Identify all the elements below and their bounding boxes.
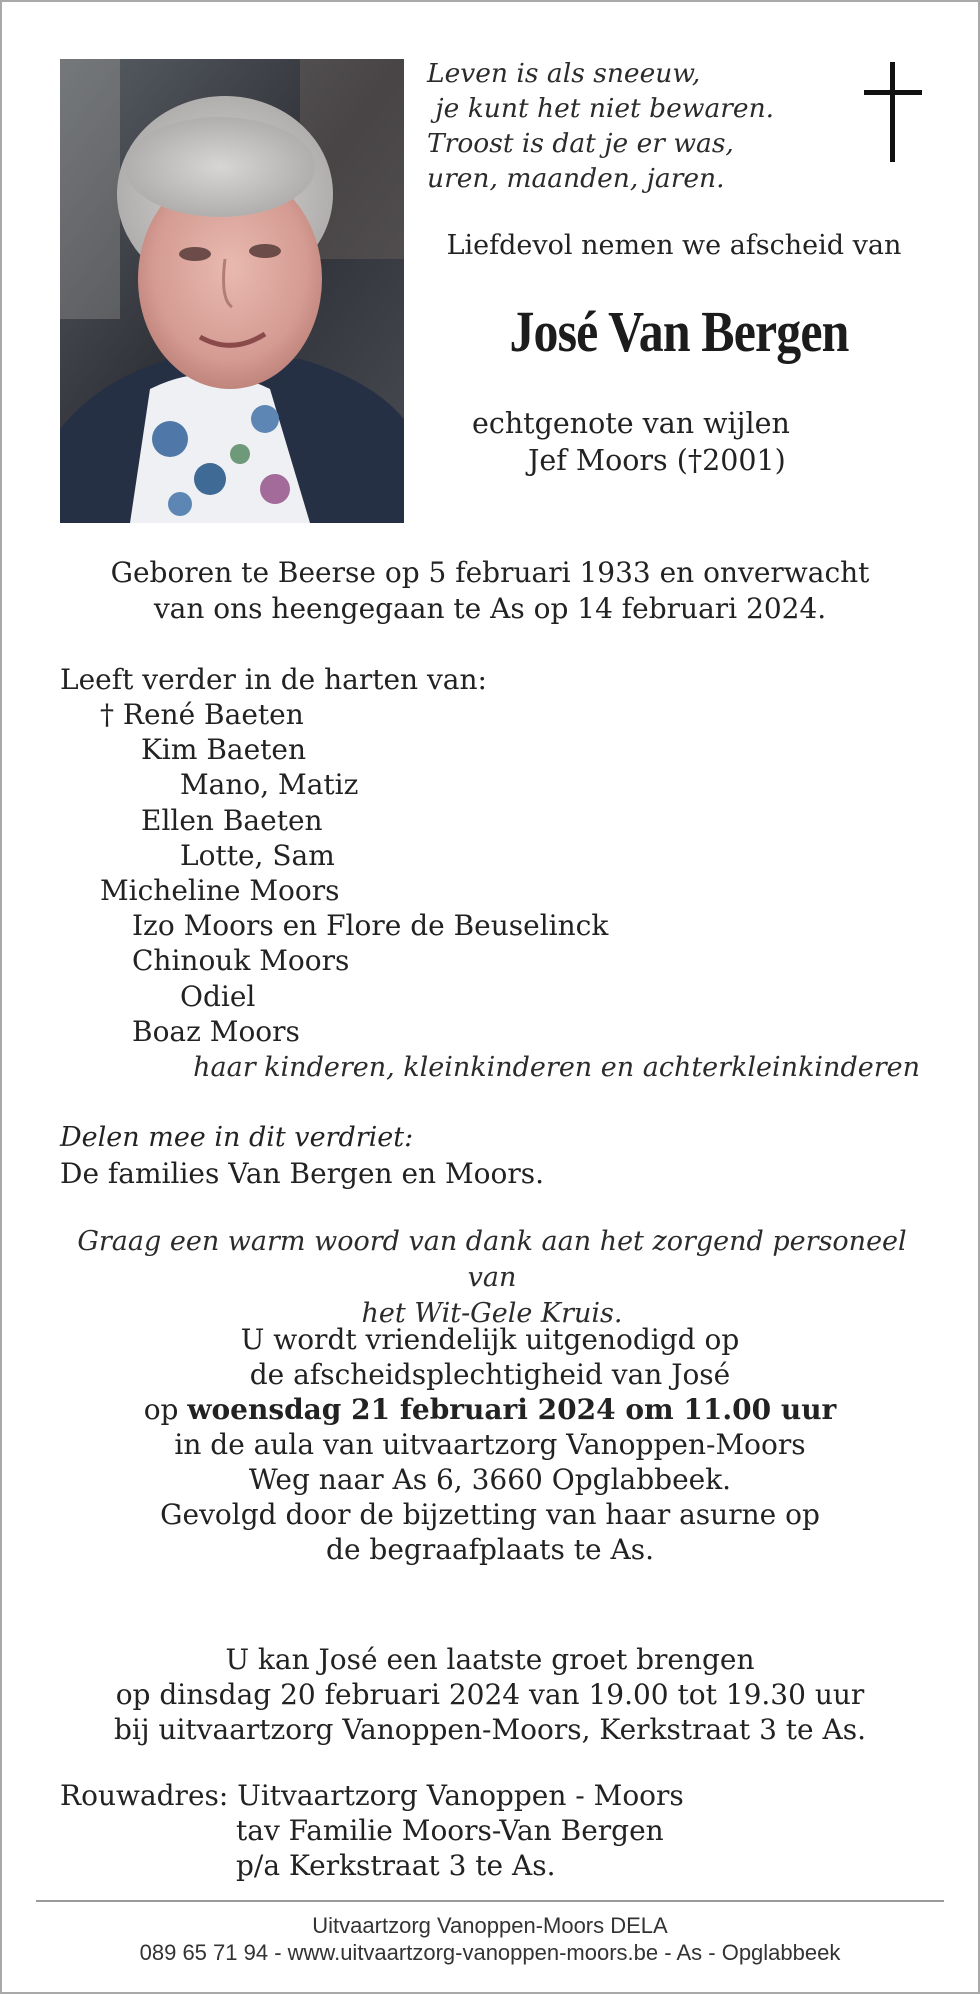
poem — [427, 56, 827, 196]
list-item: Chinouk Moors — [132, 944, 350, 978]
address-line: Uitvaartzorg Vanoppen - Moors — [237, 1779, 684, 1812]
footer — [2, 1912, 978, 1966]
ceremony-info — [2, 1322, 978, 1567]
list-item: † René Baeten — [100, 698, 304, 731]
poem-line: je kunt het niet bewaren. — [427, 93, 775, 124]
survivors-title: Leeft verder in de harten van: — [60, 663, 487, 696]
poem-line: uren, maanden, jaren. — [427, 163, 725, 194]
survivors-list — [60, 697, 608, 1049]
poem-line: Leven is als sneeuw, — [427, 58, 701, 89]
list-item: Boaz Moors — [132, 1014, 300, 1048]
visitation-info — [2, 1642, 978, 1747]
ceremony-line: de begraafplaats te As. — [326, 1533, 654, 1566]
thanks-note — [72, 1224, 912, 1332]
address-line: p/a Kerkstraat 3 te As. — [236, 1849, 556, 1882]
sharing-text: De families Van Bergen en Moors. — [60, 1157, 545, 1190]
death-line: van ons heengegaan te As op 14 februari 2024. — [153, 592, 827, 625]
ceremony-line: de afscheidsplechtigheid van José — [249, 1358, 731, 1391]
visitation-line: U kan José een laatste groet brengen — [225, 1643, 755, 1676]
ceremony-line: Gevolgd door de bijzetting van haar asurne op — [160, 1498, 820, 1531]
survivors-caption: haar kinderen, kleinkinderen en achterkleinkinderen — [193, 1052, 920, 1083]
list-item: Mano, Matiz — [180, 768, 359, 802]
funeral-home-name: Uitvaartzorg Vanoppen-Moors DELA — [312, 1913, 668, 1938]
spouse-name: Jef Moors (†2001) — [528, 444, 786, 477]
birth-death-info — [2, 555, 978, 627]
birth-line: Geboren te Beerse op 5 februari 1933 en onverwacht — [110, 556, 870, 589]
list-item: Ellen Baeten — [141, 803, 323, 837]
ceremony-line: Weg naar As 6, 3660 Opglabbeek. — [248, 1463, 732, 1496]
ceremony-datetime-line — [2, 1392, 978, 1427]
address-label: Rouwadres: — [60, 1779, 229, 1812]
spouse-info — [472, 405, 872, 479]
visitation-line: bij uitvaartzorg Vanoppen-Moors, Kerkstraat 3 te As. — [113, 1713, 866, 1746]
cross-icon — [864, 62, 922, 162]
list-item: Kim Baeten — [141, 733, 307, 767]
visitation-line: op dinsdag 20 februari 2024 van 19.00 tot 19.30 uur — [115, 1678, 865, 1711]
poem-line: Troost is dat je er was, — [427, 128, 734, 159]
mourning-address — [60, 1778, 684, 1883]
ceremony-line: U wordt vriendelijk uitgenodigd op — [240, 1323, 740, 1356]
list-item: Micheline Moors — [100, 874, 340, 908]
thanks-line: het Wit-Gele Kruis. — [361, 1298, 623, 1329]
sharing-title: Delen mee in dit verdriet: — [60, 1122, 414, 1153]
footer-divider — [36, 1900, 944, 1902]
funeral-home-contact: 089 65 71 94 - www.uitvaartzorg-vanoppen-moors.be - As - Opglabbeek — [139, 1940, 841, 1965]
thanks-line: Graag een warm woord van dank aan het zorgend personeel van — [77, 1226, 907, 1293]
list-item: Odiel — [180, 979, 256, 1013]
list-item: Lotte, Sam — [180, 838, 335, 872]
farewell-intro: Liefdevol nemen we afscheid van — [446, 230, 902, 261]
spouse-line: echtgenote van wijlen — [472, 407, 790, 440]
list-item: Izo Moors en Flore de Beuselinck — [132, 909, 609, 943]
ceremony-datetime: woensdag 21 februari 2024 om 11.00 uur — [187, 1393, 837, 1426]
ceremony-line: in de aula van uitvaartzorg Vanoppen-Moors — [174, 1428, 806, 1461]
portrait-photo — [60, 59, 404, 523]
address-line: tav Familie Moors-Van Bergen — [236, 1814, 664, 1847]
deceased-name: José Van Bergen — [509, 299, 849, 364]
ceremony-prefix: op — [143, 1393, 188, 1426]
